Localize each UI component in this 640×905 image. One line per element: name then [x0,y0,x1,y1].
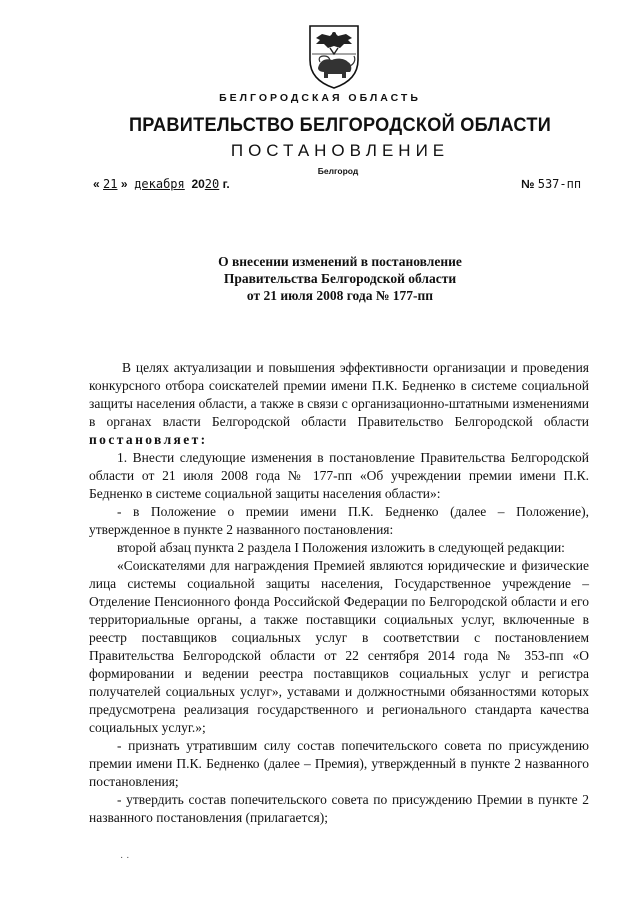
date-year-prefix: 20 [191,177,205,191]
paragraph-new-wording: «Соискателями для награждения Премией являются юридические и физические лица системы социальной защиты населения, Государственное учреждение – Отделение Пенсионного фонда Российской Федерации по Белгородской области и его территориальные органы, а также поставщики социальных услуг, включенные в реестр поставщиков социальных услуг в соответствии с постановлением Правительства Белгородской области от 22 сентября 2014 года № 353-пп «О формировании и ведении реестра поставщиков социальных услуг и регистра получателей социальных услуг», уставами и должностными обязанностями которых предусмотрена реализация государственного и регионального стандарта качества социальных услуг.»; [89,558,589,735]
subject-line-1: О внесении изменений в постановление [218,254,462,269]
date-open-quote: « [93,177,100,191]
document-body [89,359,589,827]
resolves-word: постановляет: [89,432,208,447]
document-type: ПОСТАНОВЛЕНИЕ [230,141,450,160]
subject-line-2: Правительства Белгородской области [223,271,457,286]
number-sign: № [521,177,535,191]
paragraph-preamble [89,359,589,449]
scan-mark: · · [120,852,130,863]
coat-of-arms-emblem [306,22,362,90]
paragraph-item-1: 1. Внести следующие изменения в постановление Правительства Белгородской области от 21 июля 2008 года № 177-пп «Об учреждении премии имени П.К. Бедненко в системе социальной защиты населения области»: [89,450,589,501]
paragraph-regulation-change: - в Положение о премии имени П.К. Бедненко (далее – Положение), утвержденное в пункте 2 названного постановления: [89,504,589,537]
government-title: ПРАВИТЕЛЬСТВО БЕЛГОРОДСКОЙ ОБЛАСТИ [128,114,552,136]
date-year-abbr: г. [222,177,230,191]
date-day: 21 [103,177,118,191]
date-close-quote: » [120,177,128,191]
subject-line-3: от 21 июля 2008 года № 177-пп [246,288,434,303]
city-name: Белгород [317,166,359,176]
paragraph-repeal: - признать утратившим силу состав попечительского совета по присуждению премии имени П.К. Бедненко (далее – Премия), утвержденный в пункте 2 названного постановления; [89,738,589,789]
document-subject [150,253,530,304]
region-name: БЕЛГОРОДСКАЯ ОБЛАСТЬ [219,92,421,104]
date-year-suffix: 20 [204,177,220,191]
date-month: декабря [134,177,185,191]
paragraph-section-edit: второй абзац пункта 2 раздела I Положения изложить в следующей редакции: [117,540,565,555]
paragraph-approve: - утвердить состав попечительского совета по присуждению Премии в пункте 2 названного постановления (прилагается); [89,792,589,825]
number-value: 537-пп [537,177,582,191]
preamble-text: В целях актуализации и повышения эффективности организации и проведения конкурсного отбора соискателей премии имени П.К. Бедненко в системе социальной защиты населения области, а также в связи с организационно-штатными изменениями в органах власти Белгородской области Правительство Белгородской области [89,360,589,429]
document-date [93,177,230,191]
document-number [521,177,581,191]
